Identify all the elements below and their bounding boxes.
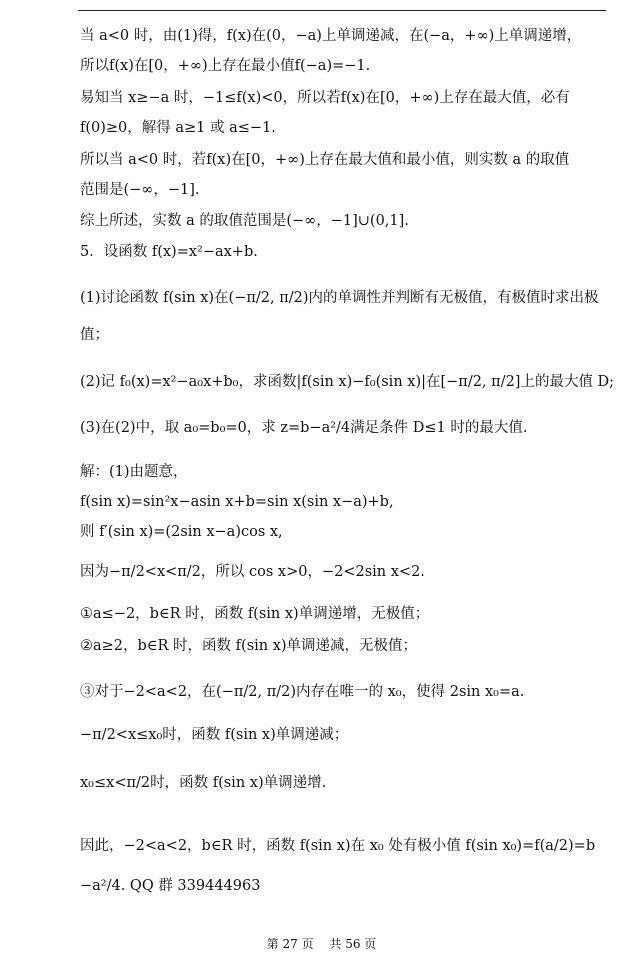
text-line: −π/2<x≤x₀时，函数 f(sin x)单调递减； [80, 727, 349, 743]
text-line: 因为−π/2<x<π/2，所以 cos x>0，−2<2sin x<2. [80, 564, 425, 580]
text-line: ①a≤−2，b∈R 时，函数 f(sin x)单调递增，无极值； [80, 606, 430, 622]
text-line: 5．设函数 f(x)=x²−ax+b. [80, 244, 258, 260]
page-footer [0, 935, 643, 952]
text-line: 综上所述，实数 a 的取值范围是(−∞，−1]∪(0,1]. [80, 213, 409, 229]
text-line: f(sin x)=sin²x−asin x+b=sin x(sin x−a)+b, [80, 494, 394, 510]
text-line: 易知当 x≥−a 时，−1≤f(x)<0，所以若f(x)在[0，+∞)上存在最大值，必有 [80, 90, 570, 106]
text-line: 范围是(−∞，−1]. [80, 182, 200, 198]
text-line: ③对于−2<a<2，在(−π/2, π/2)内存在唯一的 x₀，使得 2sin x₀=a. [80, 684, 525, 700]
text-line: 当 a<0 时，由(1)得，f(x)在(0，−a)上单调递减，在(−a，+∞)上单调递增， [80, 28, 582, 44]
text-line: f(0)≥0，解得 a≥1 或 a≤−1. [80, 120, 276, 136]
page-number: 第 27 页 [266, 937, 314, 951]
text-line: (3)在(2)中，取 a₀=b₀=0，求 z=b−a²/4满足条件 D≤1 时的最大值. [80, 420, 528, 436]
text-line: 因此，−2<a<2，b∈R 时，函数 f(sin x)在 x₀ 处有极小值 f(sin x₀)=f(a/2)=b [80, 838, 596, 854]
text-line: x₀≤x<π/2时，函数 f(sin x)单调递增. [80, 775, 327, 791]
text-line: 值； [80, 327, 109, 343]
text-line: (2)记 f₀(x)=x²−a₀x+b₀，求函数|f(sin x)−f₀(sin x)|在[−π/2, π/2]上的最大值 D; [80, 374, 615, 390]
text-line: 所以f(x)在[0，+∞)上存在最小值f(−a)=−1. [80, 58, 371, 74]
text-line: 解：(1)由题意， [80, 464, 188, 480]
text-line: 所以当 a<0 时，若f(x)在[0，+∞)上存在最大值和最小值，则实数 a 的取值 [80, 152, 570, 168]
text-line: −a²/4. QQ 群 339444963 [80, 878, 261, 894]
text-line: 则 f′(sin x)=(2sin x−a)cos x, [80, 524, 283, 540]
page-total: 共 56 页 [329, 937, 377, 951]
text-line: ②a≥2，b∈R 时，函数 f(sin x)单调递减，无极值； [80, 638, 418, 654]
top-rule [78, 10, 606, 11]
text-line: (1)讨论函数 f(sin x)在(−π/2, π/2)内的单调性并判断有无极值，有极值时求出极 [80, 290, 599, 306]
